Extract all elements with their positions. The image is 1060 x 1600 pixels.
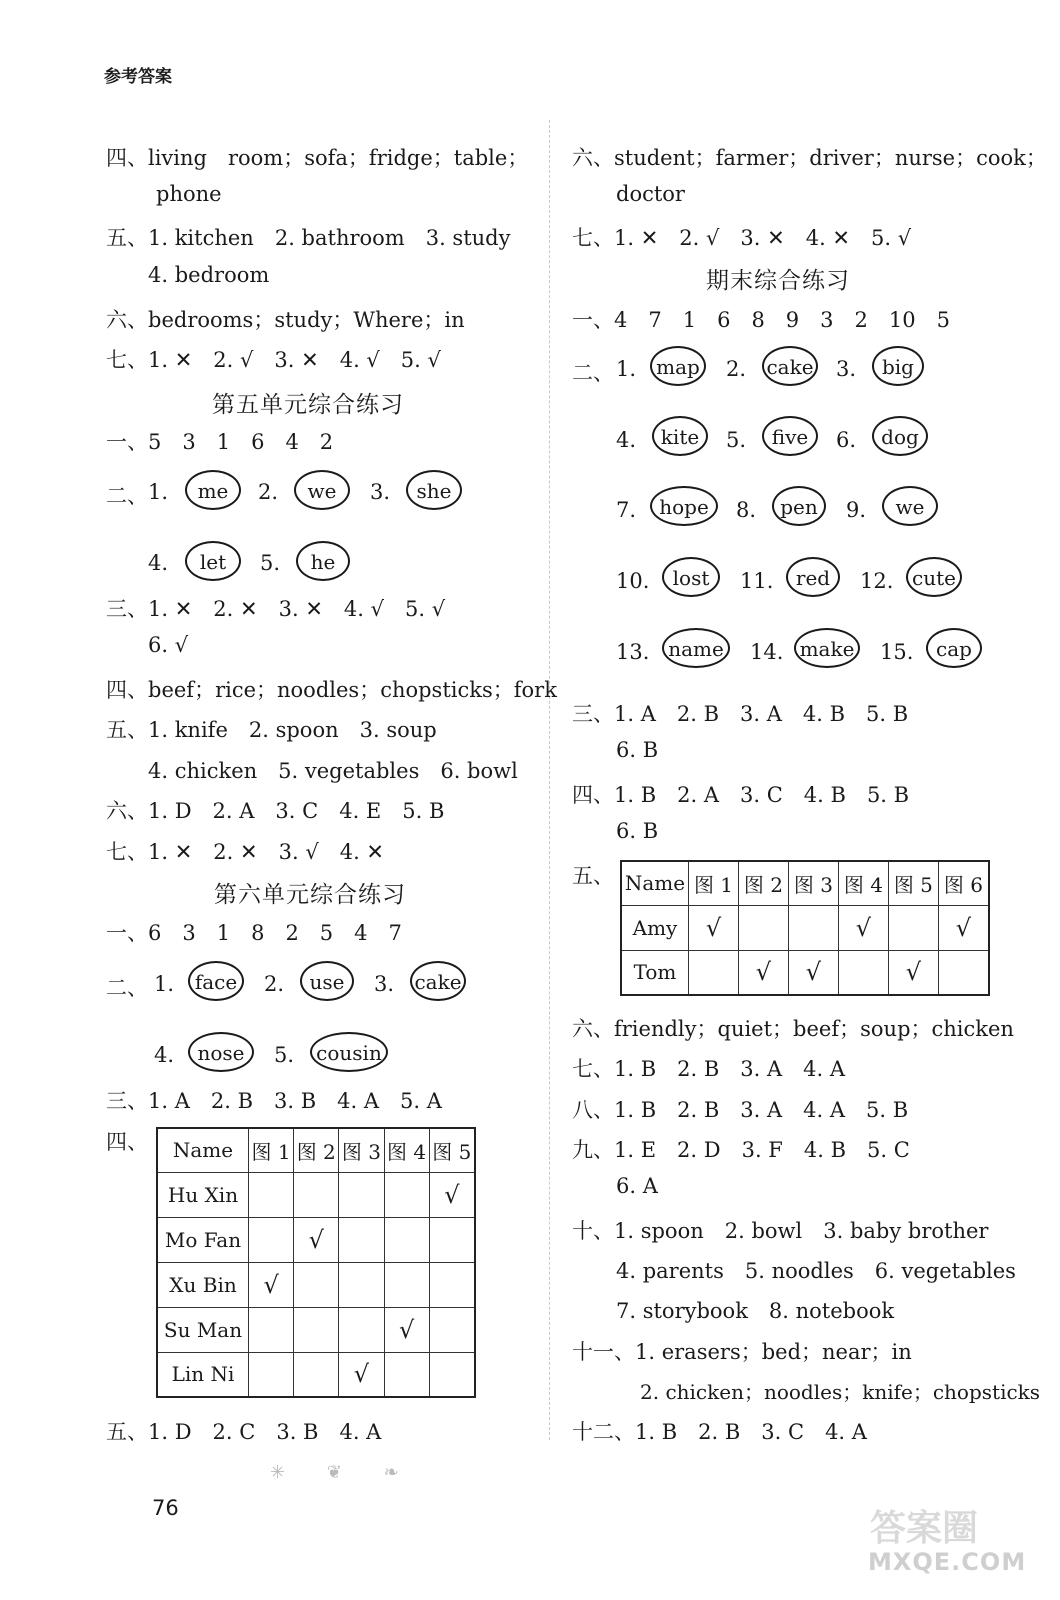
table-cell	[888, 905, 938, 950]
answer-line: 一、5 3 1 6 4 2	[106, 430, 334, 454]
table-cell	[294, 1307, 339, 1352]
question-label: 四、	[106, 1130, 148, 1154]
circled-word: map	[650, 346, 706, 386]
circled-word: make	[794, 628, 860, 668]
table-cell	[384, 1262, 429, 1307]
answer-line: 三、1. ✕ 2. ✕ 3. ✕ 4. √ 5. √	[106, 597, 446, 621]
circled-word: cake	[762, 346, 818, 386]
page-number: 76	[152, 1496, 179, 1520]
circled-word: lost	[662, 557, 720, 597]
circled-word: cap	[926, 628, 982, 668]
item-number: 5.	[260, 551, 281, 575]
item-number: 8.	[736, 498, 757, 522]
table-cell	[429, 1262, 475, 1307]
item-number: 4.	[616, 428, 637, 452]
table-cell: √	[888, 950, 938, 995]
answer-line: 十二、1. B 2. B 3. C 4. A	[572, 1420, 867, 1444]
table-cell: Mo Fan	[157, 1217, 249, 1262]
table-header: 图 4	[838, 861, 888, 905]
table-cell	[429, 1217, 475, 1262]
table-header: 图 1	[249, 1128, 294, 1172]
answer-line: doctor	[616, 182, 685, 206]
table-cell	[339, 1307, 384, 1352]
table-header: Name	[621, 861, 689, 905]
table-cell	[384, 1172, 429, 1217]
table-cell: √	[938, 905, 989, 950]
table-cell: √	[339, 1352, 384, 1397]
table-header: 图 5	[429, 1128, 475, 1172]
answer-table-final	[620, 860, 990, 996]
answer-line: 6. B	[616, 738, 659, 762]
answer-line: 6. A	[616, 1174, 658, 1198]
answer-line: 九、1. E 2. D 3. F 4. B 5. C	[572, 1138, 910, 1162]
table-header: Name	[157, 1128, 249, 1172]
item-number: 1.	[616, 357, 637, 381]
circled-word: he	[296, 541, 350, 581]
table-cell	[249, 1172, 294, 1217]
circled-word: use	[300, 961, 354, 1001]
circled-word: five	[762, 416, 818, 456]
answer-line: 五、1. kitchen 2. bathroom 3. study	[106, 226, 511, 250]
circled-word: big	[872, 346, 924, 386]
table-cell	[339, 1262, 384, 1307]
table-header: 图 6	[938, 861, 989, 905]
section-heading-unit5: 第五单元综合练习	[212, 392, 404, 418]
table-cell: Amy	[621, 905, 689, 950]
circled-word: nose	[188, 1032, 254, 1072]
item-number: 2.	[726, 357, 747, 381]
circled-word: pen	[772, 486, 826, 526]
table-cell	[294, 1172, 339, 1217]
item-number: 15.	[880, 640, 914, 664]
table-cell: √	[294, 1217, 339, 1262]
table-cell: √	[429, 1172, 475, 1217]
item-number: 12.	[860, 569, 894, 593]
item-number: 1.	[154, 972, 175, 996]
table-cell	[249, 1352, 294, 1397]
item-number: 6.	[836, 428, 857, 452]
answer-line: 4. parents 5. noodles 6. vegetables	[616, 1259, 1016, 1283]
answer-line: 六、student；farmer；driver；nurse；cook；	[572, 146, 1047, 170]
question-label: 五、	[572, 864, 614, 888]
item-number: 2.	[258, 480, 279, 504]
item-number: 4.	[154, 1043, 175, 1067]
table-cell	[938, 950, 989, 995]
answer-table-unit6	[156, 1127, 476, 1398]
table-cell	[838, 950, 888, 995]
answer-line: 五、1. D 2. C 3. B 4. A	[106, 1420, 382, 1444]
answer-line: 六、bedrooms；study；Where；in	[106, 308, 465, 332]
table-cell: √	[838, 905, 888, 950]
answer-line: 六、1. D 2. A 3. C 4. E 5. B	[106, 799, 445, 823]
answer-line: 六、friendly；quiet；beef；soup；chicken	[572, 1017, 1014, 1041]
circled-word: we	[294, 470, 350, 510]
answer-line: 七、1. B 2. B 3. A 4. A	[572, 1057, 846, 1081]
item-number: 3.	[370, 480, 391, 504]
answer-line: 十一、1. erasers；bed；near；in	[572, 1340, 912, 1364]
answer-line: 五、1. knife 2. spoon 3. soup	[106, 718, 437, 742]
table-header: 图 2	[294, 1128, 339, 1172]
answer-line: 一、4 7 1 6 8 9 3 2 10 5	[572, 308, 950, 332]
table-cell: √	[738, 950, 788, 995]
item-number: 7.	[616, 498, 637, 522]
answer-line: 四、1. B 2. A 3. C 4. B 5. B	[572, 783, 910, 807]
table-cell	[738, 905, 788, 950]
item-number: 5.	[726, 428, 747, 452]
section-heading-unit6: 第六单元综合练习	[214, 882, 406, 908]
table-cell	[429, 1307, 475, 1352]
item-number: 10.	[616, 569, 650, 593]
section-heading-final: 期末综合练习	[706, 268, 850, 294]
table-cell	[384, 1217, 429, 1262]
answer-line: 四、living room；sofa；fridge；table；	[106, 146, 529, 170]
circled-word: me	[185, 470, 241, 510]
column-divider	[549, 120, 550, 1440]
table-cell: √	[689, 905, 739, 950]
answer-line: 4. chicken 5. vegetables 6. bowl	[148, 759, 518, 783]
question-label: 二、	[106, 976, 148, 1000]
circled-word: we	[882, 486, 938, 526]
answer-line: 八、1. B 2. B 3. A 4. A 5. B	[572, 1098, 909, 1122]
item-number: 1.	[148, 480, 169, 504]
circled-word: let	[185, 541, 241, 581]
table-cell	[788, 905, 838, 950]
question-label: 二、	[572, 361, 614, 385]
circled-word: kite	[652, 416, 708, 456]
table-header: 图 5	[888, 861, 938, 905]
question-label: 二、	[106, 484, 148, 508]
circled-word: cake	[410, 961, 466, 1001]
watermark-logo: 答案圈	[870, 1508, 979, 1549]
answer-line: 6. √	[148, 633, 189, 657]
circled-word: red	[786, 557, 840, 597]
answer-line: 七、1. ✕ 2. ✕ 3. √ 4. ✕	[106, 840, 385, 864]
table-cell: Hu Xin	[157, 1172, 249, 1217]
table-header: 图 3	[788, 861, 838, 905]
circled-word: hope	[650, 486, 718, 526]
table-cell	[294, 1352, 339, 1397]
answer-line: phone	[156, 182, 222, 206]
item-number: 5.	[274, 1043, 295, 1067]
item-number: 14.	[750, 640, 784, 664]
table-cell: √	[249, 1262, 294, 1307]
table-cell: √	[788, 950, 838, 995]
answer-line: 4. bedroom	[148, 263, 270, 287]
item-number: 3.	[836, 357, 857, 381]
answer-line: 七、1. ✕ 2. √ 3. ✕ 4. ✕ 5. √	[572, 226, 912, 250]
circled-word: she	[406, 470, 462, 510]
circled-word: name	[662, 628, 730, 668]
circled-word: face	[188, 961, 244, 1001]
table-cell	[249, 1217, 294, 1262]
answer-line: 一、6 3 1 8 2 5 4 7	[106, 921, 402, 945]
item-number: 3.	[374, 972, 395, 996]
item-number: 2.	[264, 972, 285, 996]
table-header: 图 3	[339, 1128, 384, 1172]
answer-line: 四、beef；rice；noodles；chopsticks；fork	[106, 678, 557, 702]
answer-line: 三、1. A 2. B 3. B 4. A 5. A	[106, 1089, 442, 1113]
table-header: 图 4	[384, 1128, 429, 1172]
table-cell: Su Man	[157, 1307, 249, 1352]
answer-line: 七、1. ✕ 2. √ 3. ✕ 4. √ 5. √	[106, 348, 441, 372]
item-number: 4.	[148, 551, 169, 575]
table-cell	[429, 1352, 475, 1397]
item-number: 13.	[616, 640, 650, 664]
table-cell: Tom	[621, 950, 689, 995]
table-cell: Lin Ni	[157, 1352, 249, 1397]
table-cell	[384, 1352, 429, 1397]
table-cell	[689, 950, 739, 995]
decoration-icon: ✳ ❦ ❧	[270, 1462, 417, 1483]
circled-word: cute	[906, 557, 962, 597]
table-cell: √	[384, 1307, 429, 1352]
answer-line: 7. storybook 8. notebook	[616, 1299, 895, 1323]
table-cell: Xu Bin	[157, 1262, 249, 1307]
page-header: 参考答案	[104, 67, 172, 87]
answer-line: 十、1. spoon 2. bowl 3. baby brother	[572, 1219, 989, 1243]
item-number: 9.	[846, 498, 867, 522]
answer-line: 三、1. A 2. B 3. A 4. B 5. B	[572, 702, 909, 726]
watermark-url: MXQE.COM	[868, 1548, 1027, 1576]
table-header: 图 2	[738, 861, 788, 905]
table-cell	[294, 1262, 339, 1307]
table-cell	[339, 1217, 384, 1262]
table-header: 图 1	[689, 861, 739, 905]
table-cell	[339, 1172, 384, 1217]
table-cell	[249, 1307, 294, 1352]
circled-word: cousin	[310, 1032, 388, 1072]
circled-word: dog	[872, 416, 928, 456]
answer-line: 6. B	[616, 819, 659, 843]
answer-line: 2. chicken；noodles；knife；chopsticks	[640, 1380, 1041, 1404]
item-number: 11.	[740, 569, 774, 593]
